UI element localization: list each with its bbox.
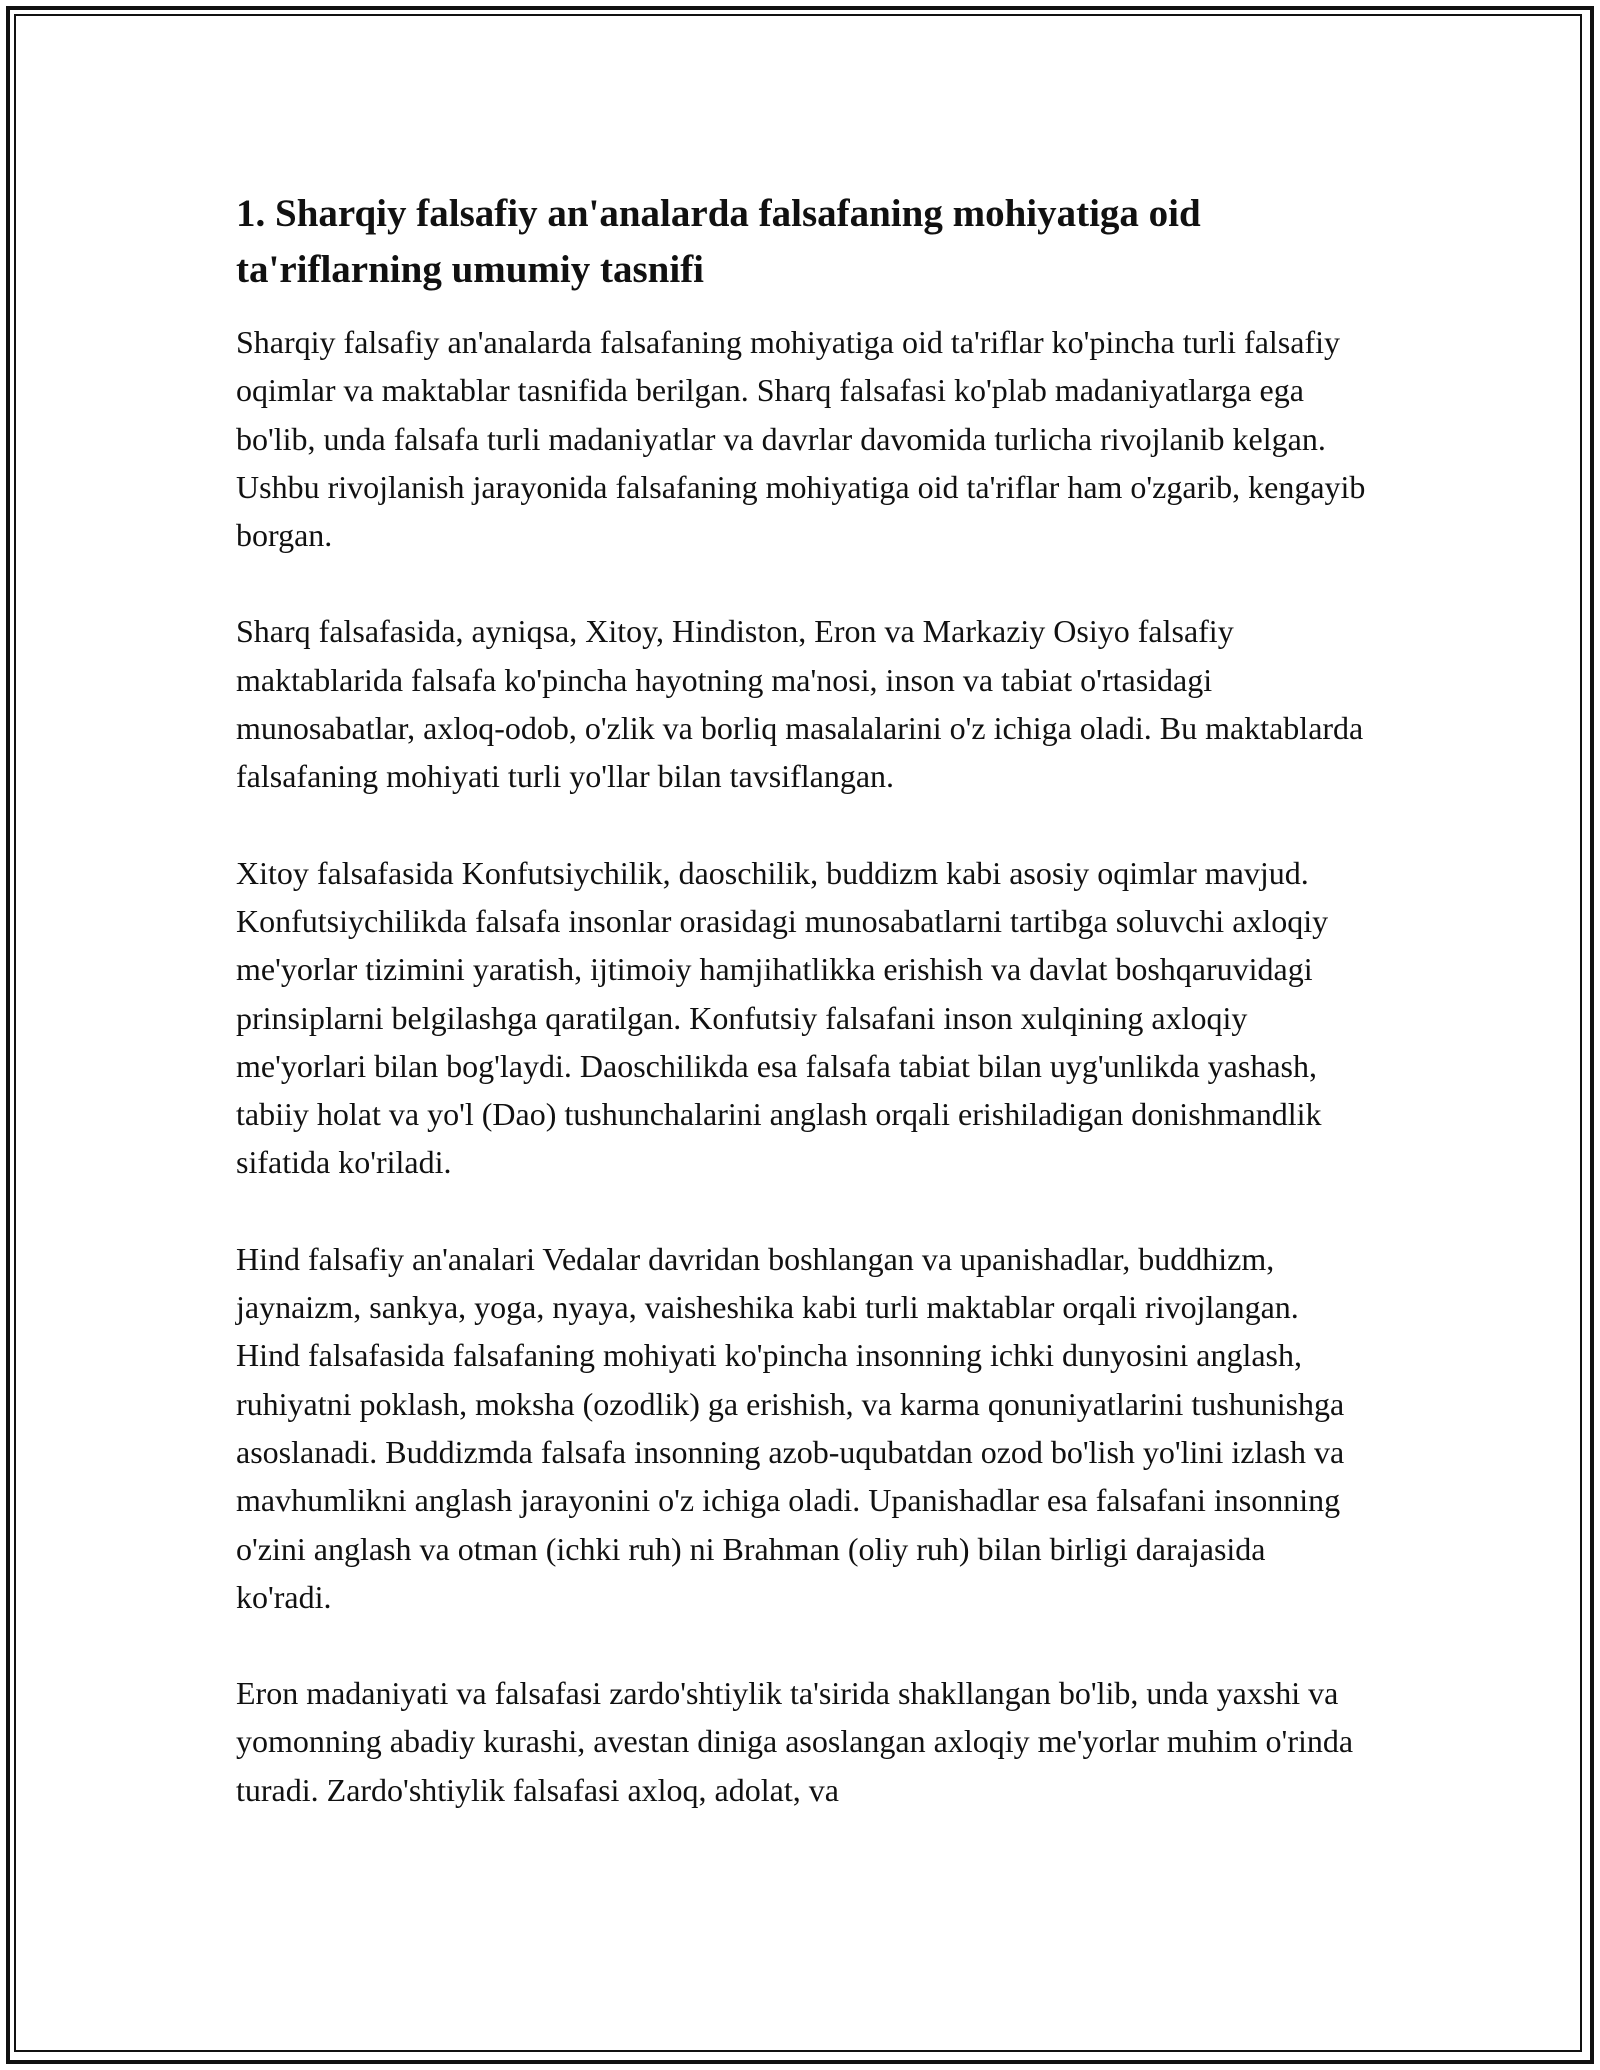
paragraph-1: Sharqiy falsafiy an'analarda falsafaning mohiyatiga oid ta'riflar ko'pincha turli falsafiy oqimlar va maktablar tasnifida berilgan. Sharq falsafasi ko'plab madaniyatlarga ega bo'lib, unda falsafa turli madaniyatlar va davrlar davomida turlicha rivojlanib kelgan. Ushbu rivojlanish jarayonida falsafaning mohiyatiga oid ta'riflar ham o'zgarib, kengayib borgan.	[236, 324, 1366, 554]
paragraph-3: Xitoy falsafasida Konfutsiychilik, daoschilik, buddizm kabi asosiy oqimlar mavjud. Konfutsiychilikda falsafa insonlar orasidagi munosabatlarni tartibga soluvchi axloqiy me'yorlar tizimini yaratish, ijtimoiy hamjihatlikka erishish va davlat boshqaruvidagi prinsiplarni belgilashga qaratilgan. Konfutsiy falsafani inson xulqining axloqiy me'yorlari bilan bog'laydi. Daoschilikda esa falsafa tabiat bilan uyg'unlikda yashash, tabiiy holat va yo'l (Dao) tushunchalarini anglash orqali erishiladigan donishmandlik sifatida ko'riladi.	[236, 854, 1329, 1181]
paragraph-2: Sharq falsafasida, ayniqsa, Xitoy, Hindiston, Eron va Markaziy Osiyo falsafiy maktablarida falsafa ko'pincha hayotning ma'nosi, inson va tabiat o'rtasidagi munosabatlar, axloq-odob, o'zlik va borliq masalalarini o'z ichiga oladi. Bu maktablarda falsafaning mohiyati turli yo'llar bilan tavsiflangan.	[236, 613, 1364, 795]
section-heading: 1. Sharqiy falsafiy an'analarda falsafaning mohiyatiga oid ta'riflarning umumiy tasnifi	[236, 192, 1201, 291]
paragraph-5: Eron madaniyati va falsafasi zardo'shtiylik ta'sirida shakllangan bo'lib, unda yaxshi va yomonning abadiy kurashi, avestan diniga asoslangan axloqiy me'yorlar muhim o'rinda turadi. Zardo'shtiylik falsafasi axloq, adolat, va	[236, 1675, 1354, 1808]
document-body	[236, 186, 1366, 1862]
paragraph-4: Hind falsafiy an'analari Vedalar davridan boshlangan va upanishadlar, buddhizm, jaynaizm, sankya, yoga, nyaya, vaisheshika kabi turli maktablar orqali rivojlangan. Hind falsafasida falsafaning mohiyati ko'pincha insonning ichki dunyosini anglash, ruhiyatni poklash, moksha (ozodlik) ga erishish, va karma qonuniyatlarini tushunishga asoslanadi. Buddizmda falsafa insonning azob-uqubatdan ozod bo'lish yo'lini izlash va mavhumlikni anglash jarayonini o'z ichiga oladi. Upanishadlar esa falsafani insonning o'zini anglash va otman (ichki ruh) ni Brahman (oliy ruh) bilan birligi darajasida ko'radi.	[236, 1240, 1345, 1615]
